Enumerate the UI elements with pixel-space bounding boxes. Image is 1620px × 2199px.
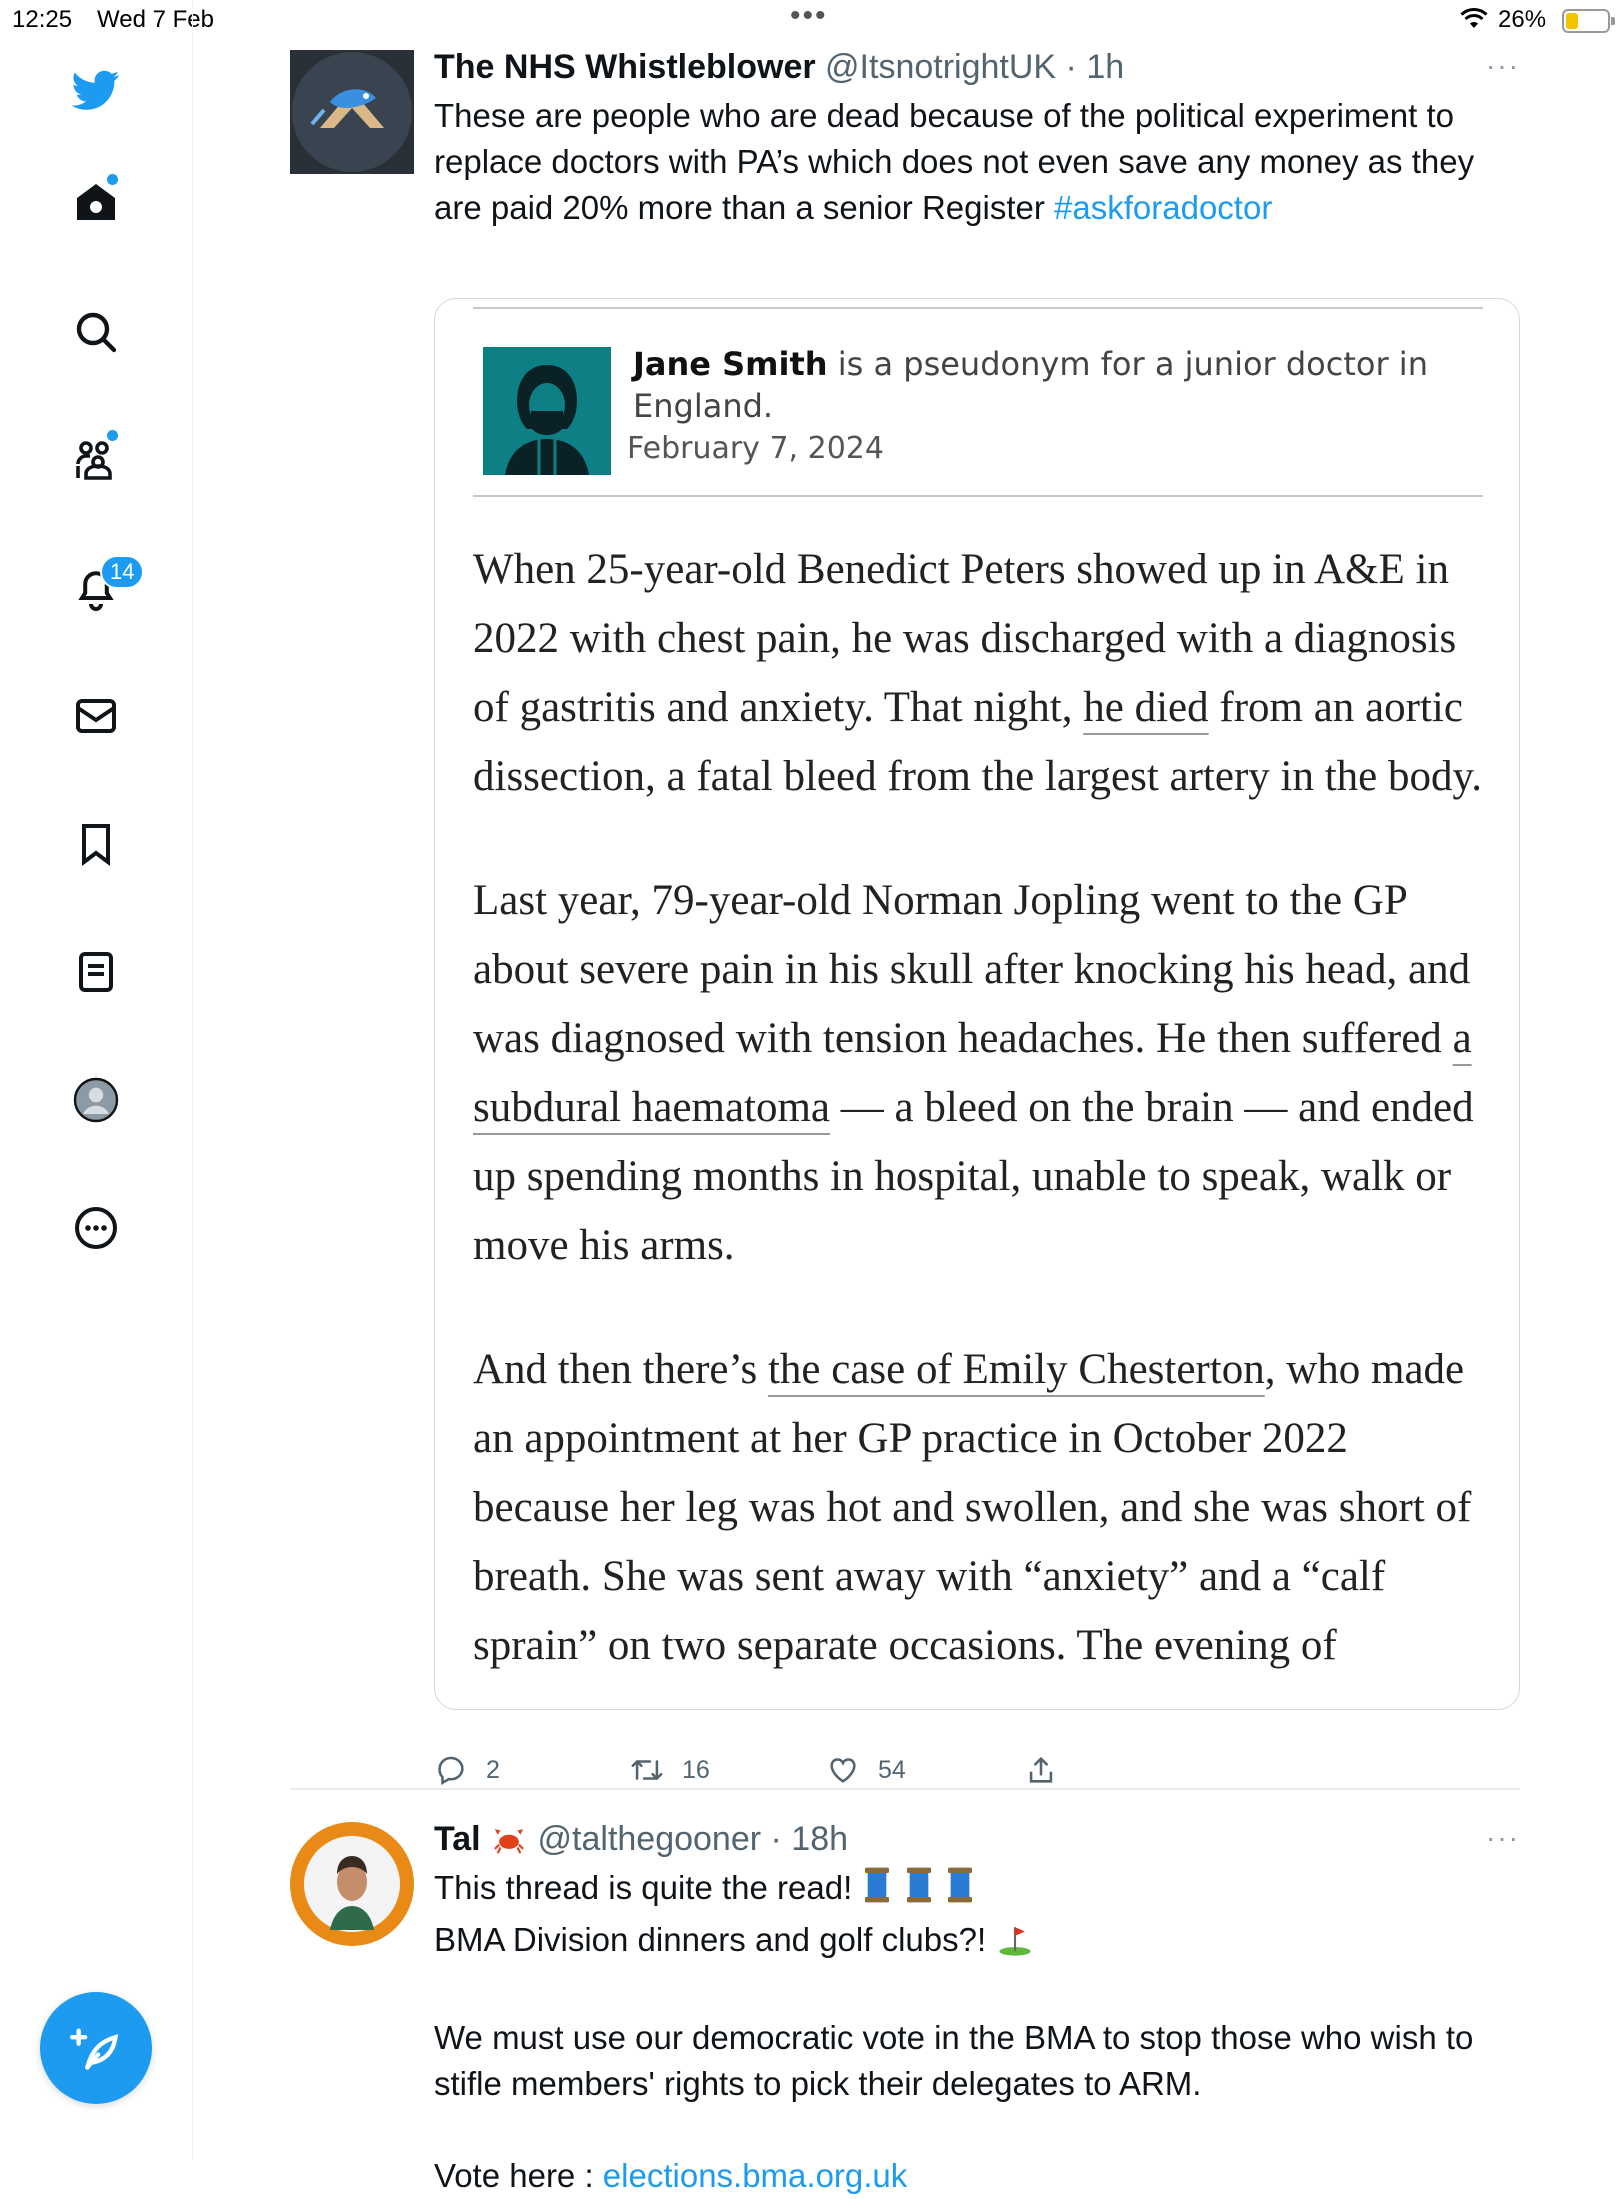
article-byline <box>633 343 1453 427</box>
like-count: 54 <box>878 1755 906 1784</box>
reply-icon <box>434 1753 468 1787</box>
thread-spool-icon <box>944 1865 976 1917</box>
communities-unread-dot <box>107 430 118 441</box>
more-options-icon[interactable]: ··· <box>1486 50 1520 81</box>
messages-icon[interactable] <box>68 688 124 744</box>
more-options-icon[interactable]: ··· <box>1486 1822 1520 1853</box>
heart-icon <box>826 1753 860 1787</box>
tweet[interactable] <box>290 48 1520 1784</box>
home-unread-dot <box>107 174 118 185</box>
like-button[interactable] <box>826 1753 906 1787</box>
article-text: , who made an appointment at her GP practice in October 2022 because her leg was hot and swollen, and she was short of breath. She was sent away with “anxiety” and a “calf sprain” on two separate occasions. The evening of <box>473 1346 1472 1669</box>
author-name[interactable]: The NHS Whistleblower <box>434 48 816 86</box>
tweet-divider <box>290 1788 1520 1790</box>
thread-spool-icon <box>903 1865 935 1917</box>
article-link[interactable]: the case of Emily Chesterton <box>767 1346 1265 1393</box>
status-bar <box>0 0 1620 40</box>
tweet[interactable] <box>290 1820 1520 2194</box>
thread-spool-icon <box>861 1865 893 1917</box>
author-name[interactable]: Tal <box>434 1820 481 1858</box>
avatar[interactable] <box>290 1822 414 1946</box>
lists-icon[interactable] <box>68 944 124 1000</box>
wifi-icon <box>1460 8 1488 30</box>
battery-percent: 26% <box>1498 6 1547 33</box>
reply-button[interactable] <box>434 1753 500 1787</box>
golf-flag-icon <box>995 1923 1035 1969</box>
article-paragraph <box>473 1335 1493 1680</box>
article-text: And then there’s <box>473 1346 768 1393</box>
bookmarks-icon[interactable] <box>68 816 124 872</box>
author-handle[interactable]: @talthegooner <box>537 1820 762 1858</box>
tweet-time[interactable]: · 18h <box>770 1820 849 1858</box>
crab-icon <box>490 1822 528 1865</box>
avatar[interactable] <box>290 50 414 174</box>
quoted-article-card[interactable] <box>434 298 1520 1710</box>
tweet-header <box>434 1820 848 1865</box>
article-link[interactable]: a subdural haematoma <box>473 1015 1472 1131</box>
card-byline-divider <box>473 495 1483 497</box>
tweet-text <box>434 1865 1520 2199</box>
article-text: When 25-year-old Benedict Peters showed up in A&E in 2022 with chest pain, he was discharged with a diagnosis of gastritis and anxiety. That night, <box>473 546 1457 731</box>
tweet-actions <box>434 1753 1134 1793</box>
sidebar <box>0 0 193 2160</box>
tweet-line: BMA Division dinners and golf clubs?! <box>434 1921 987 1958</box>
article-author-name: Jane Smith <box>633 345 828 383</box>
share-icon <box>1024 1753 1058 1787</box>
article-link[interactable]: he died <box>1083 684 1209 731</box>
card-top-divider <box>473 307 1483 309</box>
article-author-desc: is a pseudonym for a junior doctor in England. <box>633 345 1428 425</box>
battery-icon <box>1562 9 1610 33</box>
reply-count: 2 <box>486 1755 500 1784</box>
article-author-avatar <box>483 347 611 475</box>
multitasking-dots-icon[interactable]: ••• <box>790 0 828 32</box>
share-button[interactable] <box>1024 1753 1058 1787</box>
tweet-header <box>434 48 1124 87</box>
more-icon[interactable] <box>68 1200 124 1256</box>
hashtag-link[interactable]: #askforadoctor <box>1054 189 1273 226</box>
retweet-icon <box>630 1753 664 1787</box>
profile-icon[interactable] <box>68 1072 124 1128</box>
tweet-body: These are people who are dead because of the political experiment to replace doctors with PA’s which does not even save any money as they are paid 20% more than a senior Register <box>434 97 1475 226</box>
article-body <box>473 535 1493 1735</box>
search-icon[interactable] <box>68 304 124 360</box>
article-text: — a bleed on the brain — and ended up spending months in hospital, unable to speak, walk or move his arms. <box>473 1084 1474 1269</box>
twitter-logo-icon[interactable] <box>68 62 124 118</box>
communities-icon[interactable] <box>68 432 124 488</box>
compose-feather-icon <box>70 2022 122 2074</box>
tweet-line: Vote here : <box>434 2157 603 2194</box>
tweet-line: This thread is quite the read! <box>434 1869 862 1906</box>
compose-tweet-button[interactable] <box>40 1992 152 2104</box>
tweet-text <box>434 93 1520 231</box>
retweet-count: 16 <box>682 1755 710 1784</box>
article-text: from an aortic dissection, a fatal bleed from the largest artery in the body. <box>473 684 1482 800</box>
retweet-button[interactable] <box>630 1753 710 1787</box>
article-date: February 7, 2024 <box>627 431 884 466</box>
tweet-time[interactable]: · 1h <box>1065 48 1125 86</box>
article-paragraph <box>473 866 1493 1280</box>
article-text: Last year, 79-year-old Norman Jopling went to the GP about severe pain in his skull after knocking his head, and was diagnosed with tension headaches. He then suffered <box>473 877 1471 1062</box>
article-paragraph <box>473 535 1493 811</box>
author-handle[interactable]: @ItsnotrightUK <box>825 48 1057 86</box>
status-time: 12:25 <box>12 6 73 33</box>
tweet-line: We must use our democratic vote in the BMA to stop those who wish to stifle members' rights to pick their delegates to ARM. <box>434 2019 1474 2102</box>
status-date: Wed 7 Feb <box>97 6 214 33</box>
notification-count-badge: 14 <box>100 555 144 589</box>
vote-link[interactable]: elections.bma.org.uk <box>602 2157 908 2194</box>
